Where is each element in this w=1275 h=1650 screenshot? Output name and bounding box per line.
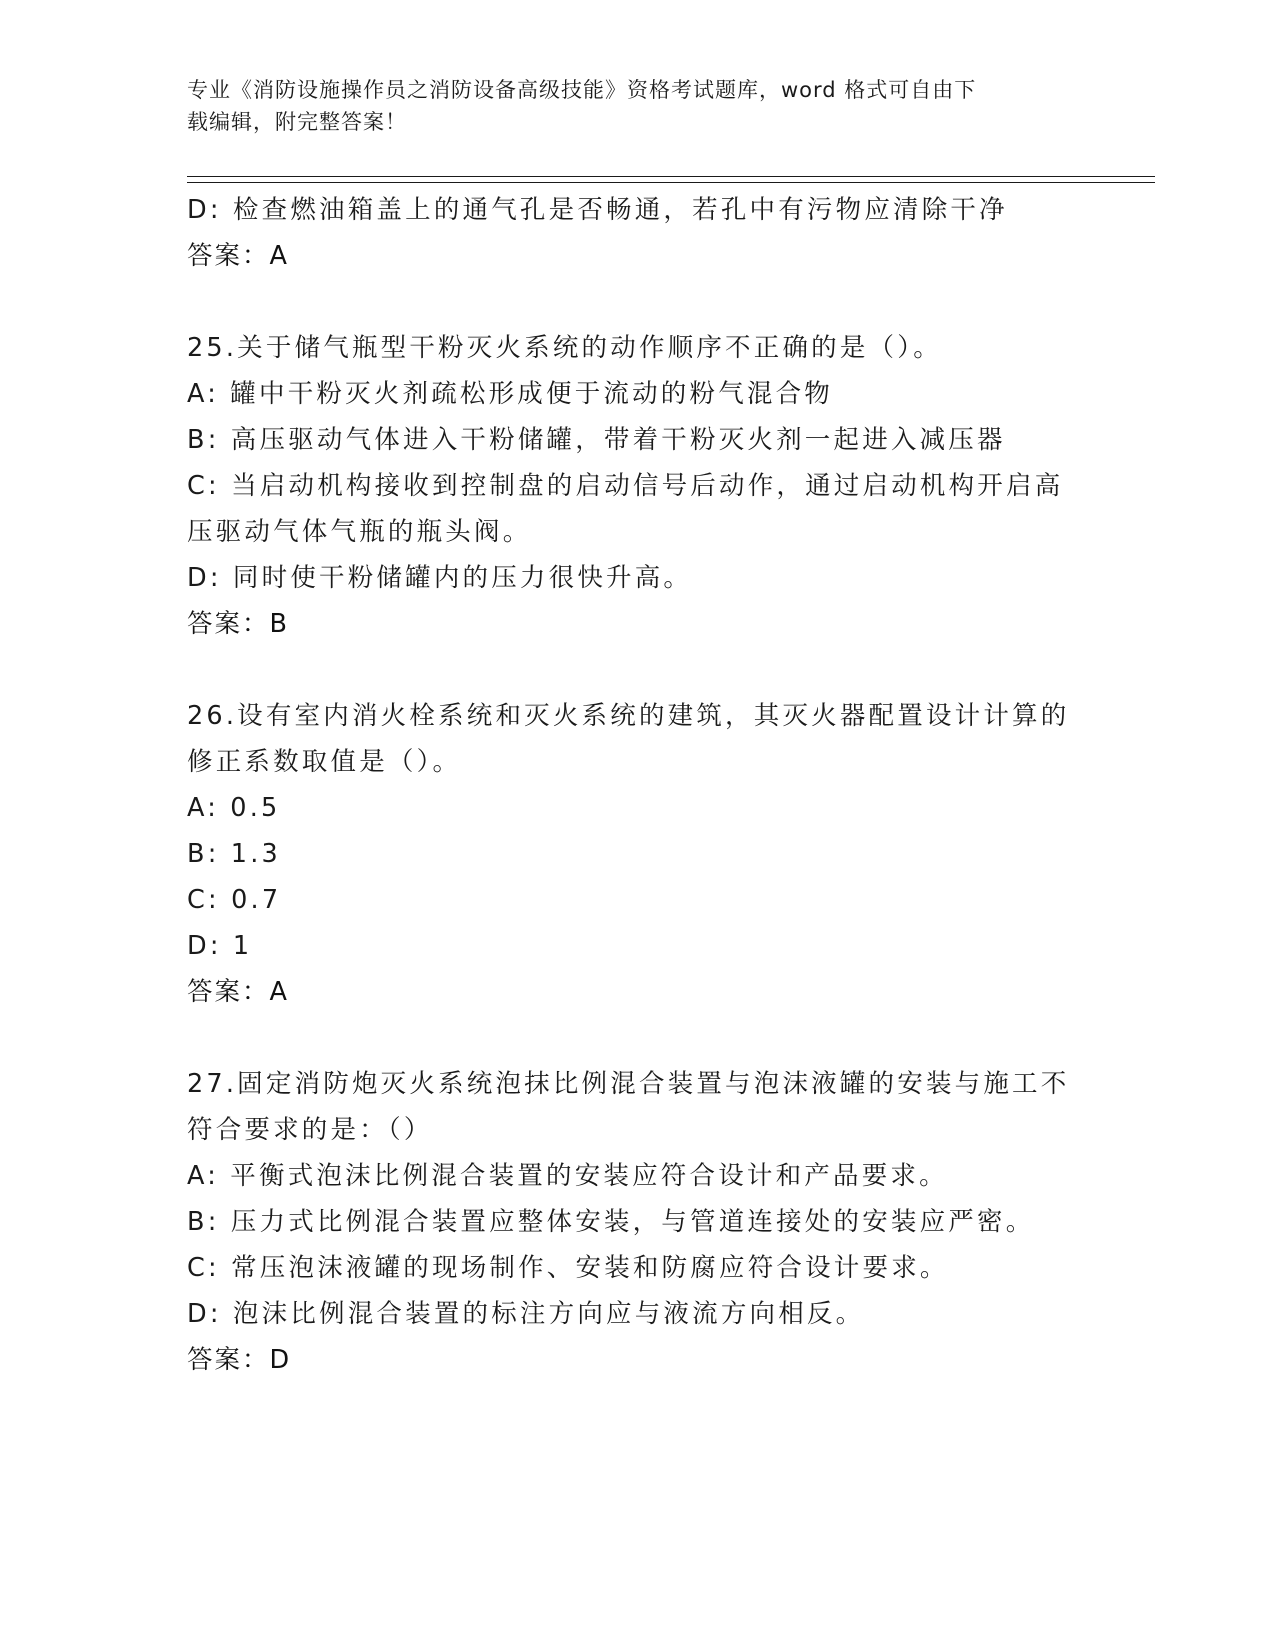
option-c-line-1: C: 当启动机构接收到控制盘的启动信号后动作，通过启动机构开启高 [187, 471, 1064, 501]
answer-value: A [269, 977, 288, 1007]
option-d: D: 同时使干粉储罐内的压力很快升高。 [187, 563, 693, 593]
question-26 [187, 693, 1087, 1015]
prev-option-d: D: 检查燃油箱盖上的通气孔是否畅通，若孔中有污物应清除干净 [187, 195, 1008, 225]
answer [187, 1337, 1087, 1383]
option-d: D: 1 [187, 931, 253, 961]
header-note [187, 74, 1087, 138]
option-d: D: 泡沫比例混合装置的标注方向应与液流方向相反。 [187, 1299, 865, 1329]
question-stem: 25.关于储气瓶型干粉灭火系统的动作顺序不正确的是（）。 [187, 333, 942, 363]
answer-value: D [269, 1345, 291, 1375]
spacer [187, 279, 1087, 325]
answer-label: 答案： [187, 241, 270, 271]
header-divider-bottom [187, 182, 1155, 183]
option-b: B: 1.3 [187, 839, 281, 869]
option-c-line-2: 压驱动气体气瓶的瓶头阀。 [187, 517, 532, 547]
answer-value: B [269, 609, 289, 639]
option-a: A: 0.5 [187, 793, 281, 823]
question-stem-line-1: 27.固定消防炮灭火系统泡抹比例混合装置与泡沫液罐的安装与施工不 [187, 1069, 1070, 1099]
question-stem-line-2: 修正系数取值是（）。 [187, 747, 462, 777]
option-b: B: 高压驱动气体进入干粉储罐，带着干粉灭火剂一起进入减压器 [187, 425, 1006, 455]
prev-answer [187, 233, 1087, 279]
answer [187, 601, 1087, 647]
question-stem-line-2: 符合要求的是：（） [187, 1115, 433, 1145]
question-27 [187, 1061, 1087, 1383]
answer [187, 969, 1087, 1015]
answer-label: 答案： [187, 1345, 270, 1375]
header-line-2: 载编辑，附完整答案！ [187, 110, 407, 134]
option-a: A: 罐中干粉灭火剂疏松形成便于流动的粉气混合物 [187, 379, 833, 409]
option-c: C: 0.7 [187, 885, 282, 915]
spacer [187, 647, 1087, 693]
answer-label: 答案： [187, 977, 270, 1007]
answer-value: A [269, 241, 288, 271]
question-stem-line-1: 26.设有室内消火栓系统和灭火系统的建筑，其灭火器配置设计计算的 [187, 701, 1070, 731]
option-c: C: 常压泡沫液罐的现场制作、安装和防腐应符合设计要求。 [187, 1253, 949, 1283]
header-divider-top [187, 176, 1155, 177]
option-a: A: 平衡式泡沫比例混合装置的安装应符合设计和产品要求。 [187, 1161, 948, 1191]
answer-label: 答案： [187, 609, 270, 639]
option-b: B: 压力式比例混合装置应整体安装，与管道连接处的安装应严密。 [187, 1207, 1035, 1237]
spacer [187, 1015, 1087, 1061]
question-25 [187, 325, 1087, 647]
header-line-1: 专业《消防设施操作员之消防设备高级技能》资格考试题库，word 格式可自由下 [187, 78, 977, 102]
question-list [187, 187, 1087, 1383]
